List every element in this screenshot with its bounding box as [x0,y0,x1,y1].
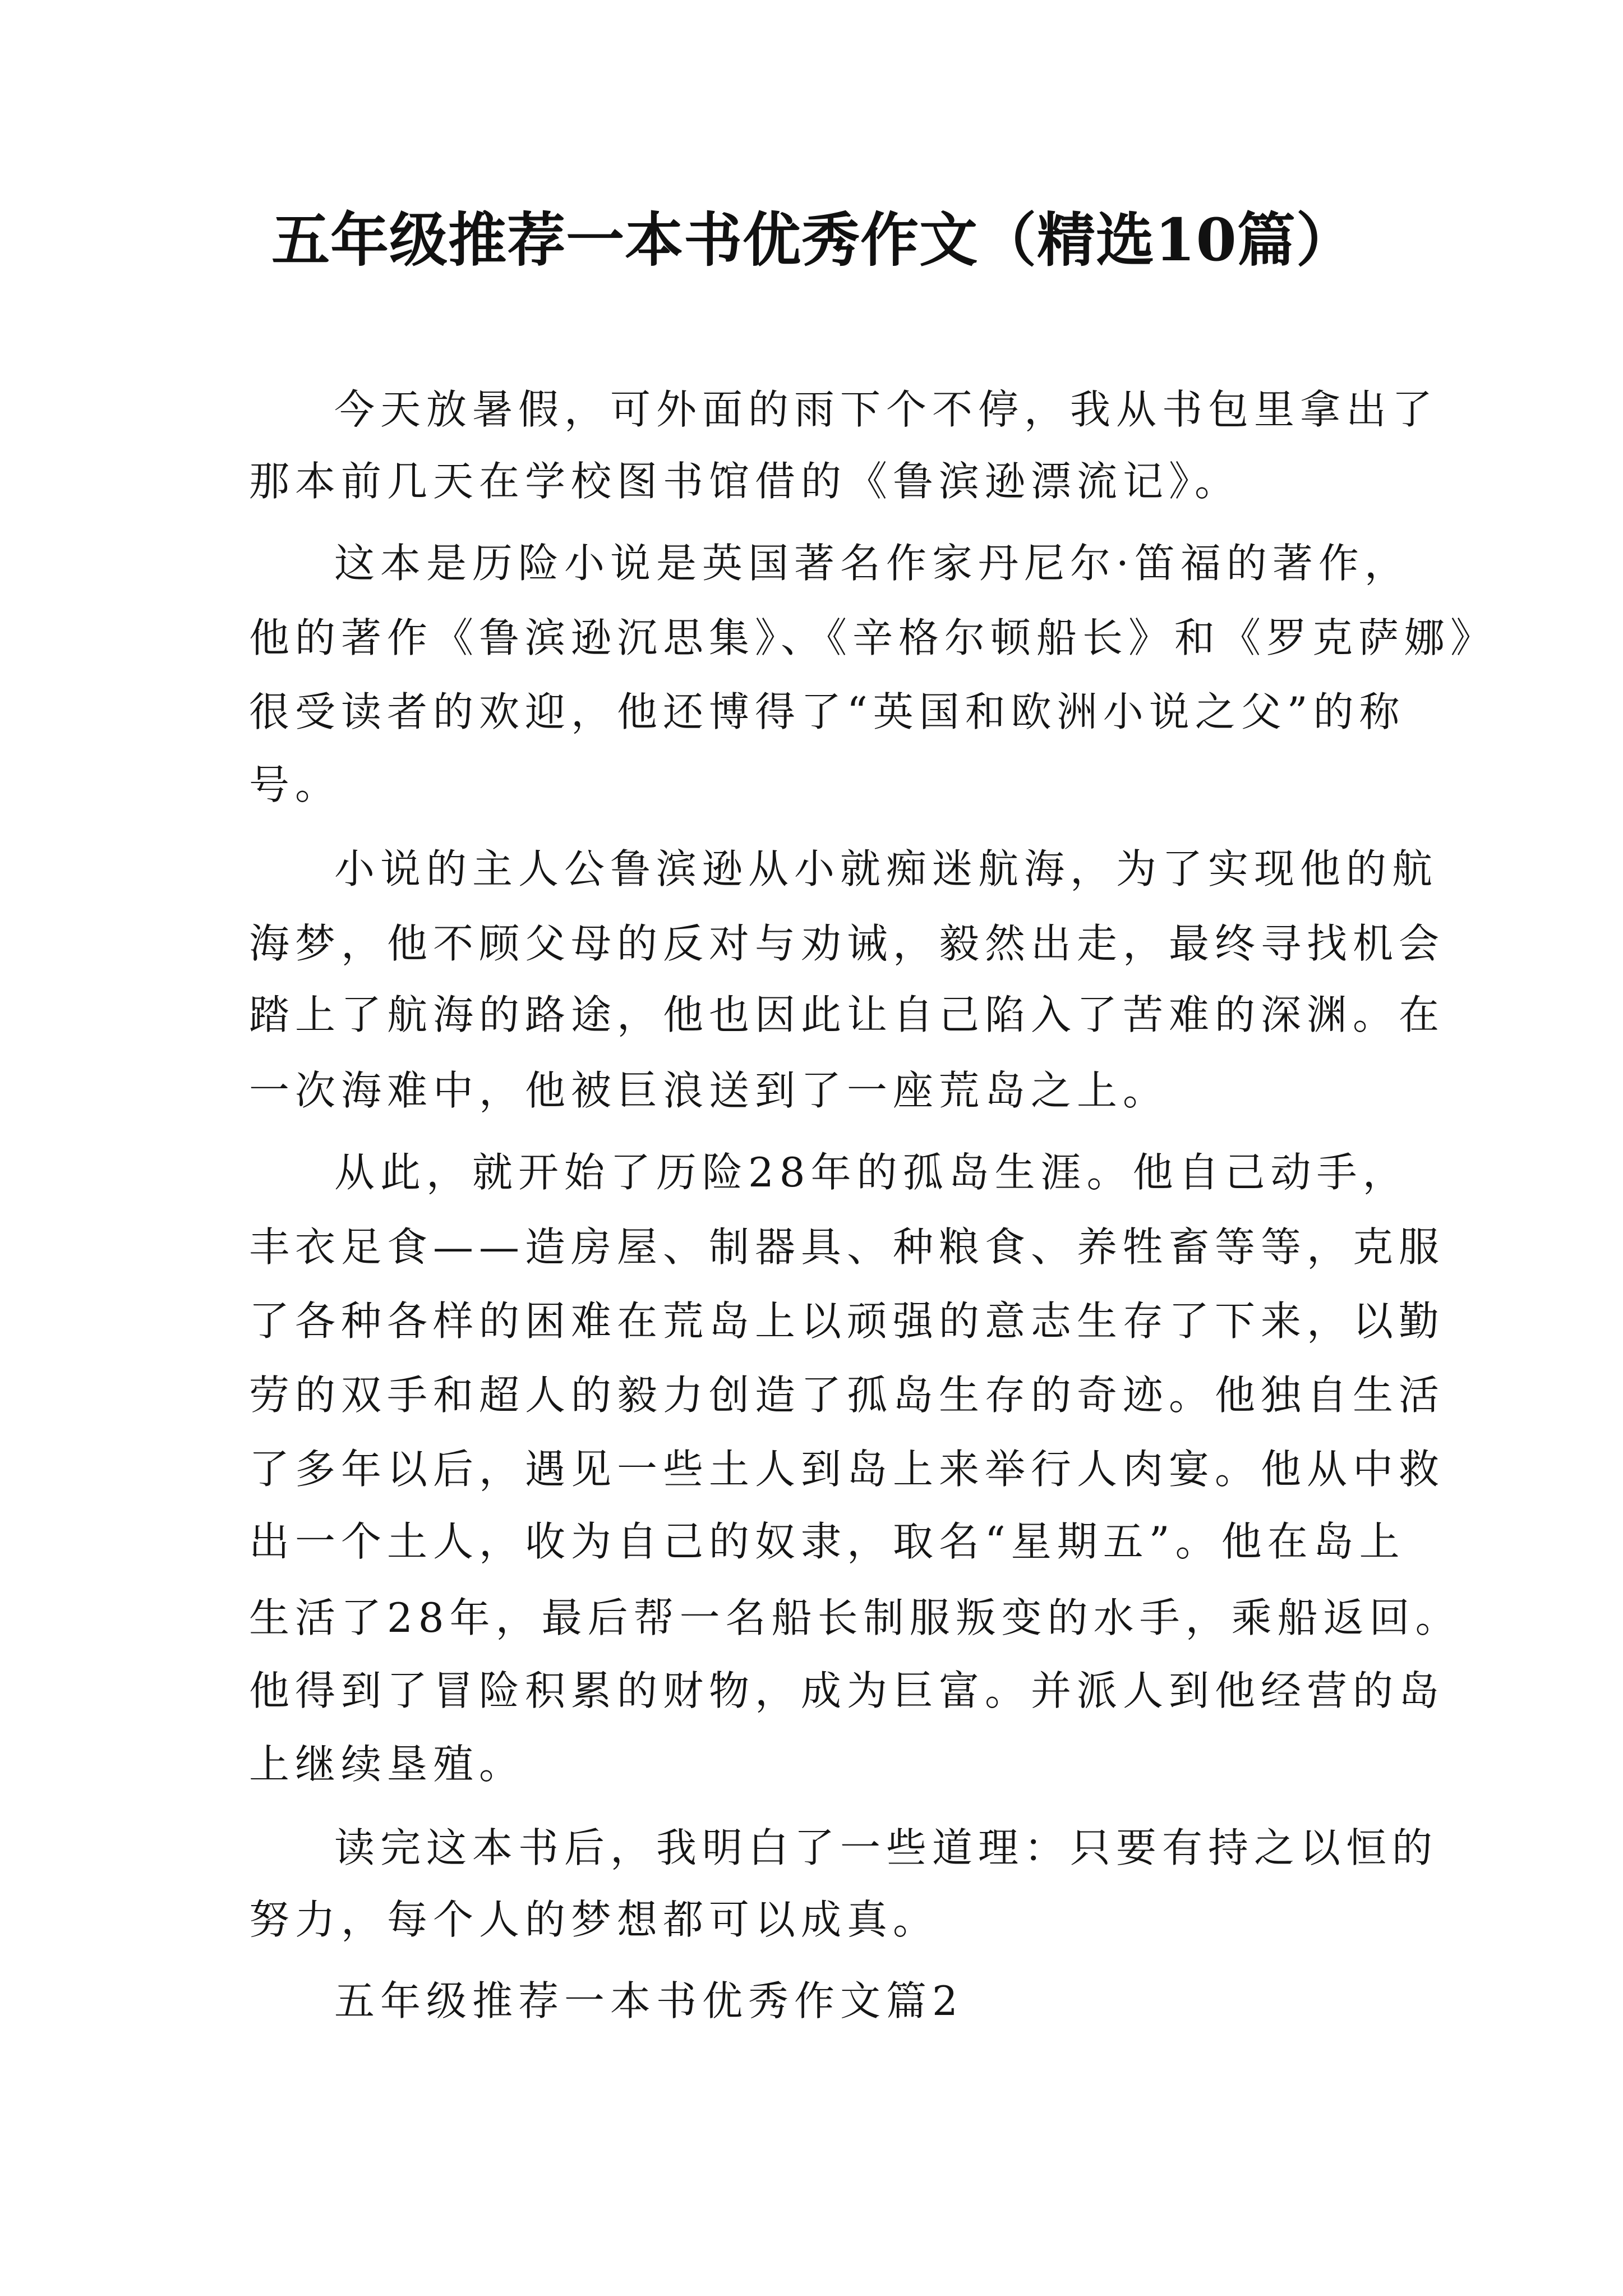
text-line: 了各种各样的困难在荒岛上以顽强的意志生存了下来，以勤 [249,1297,1445,1345]
text-line: 努力，每个人的梦想都可以成真。 [249,1896,939,1943]
text-line: 海梦，他不顾父母的反对与劝诫，毅然出走，最终寻找机会 [249,920,1445,967]
text-line: 号。 [249,761,342,808]
text-line: 今天放暑假，可外面的雨下个不停，我从书包里拿出了 [334,386,1438,433]
text-line: 很受读者的欢迎，他还博得了“英国和欧洲小说之父”的称 [249,688,1405,735]
document-title: 五年级推荐一本书优秀作文（精选10篇） [271,205,1355,274]
text-line: 了多年以后，遇见一些土人到岛上来举行人肉宴。他从中救 [249,1446,1445,1493]
text-line: 上继续垦殖。 [249,1741,525,1788]
text-line: 丰衣足食——造房屋、制器具、种粮食、养牲畜等等，克服 [249,1223,1445,1271]
section-heading: 五年级推荐一本书优秀作文篇2 [334,1977,963,2024]
text-line: 从此，就开始了历险28年的孤岛生涯。他自己动手， [334,1149,1409,1196]
text-line: 小说的主人公鲁滨逊从小就痴迷航海，为了实现他的航 [334,845,1438,892]
text-line: 出一个土人，收为自己的奴隶，取名“星期五”。他在岛上 [249,1518,1405,1565]
text-line: 那本前几天在学校图书馆借的《鲁滨逊漂流记》。 [249,458,1241,505]
text-line: 读完这本书后，我明白了一些道理：只要有持之以恒的 [334,1824,1438,1871]
text-line: 他得到了冒险积累的财物，成为巨富。并派人到他经营的岛 [249,1667,1445,1714]
text-line: 这本是历险小说是英国著名作家丹尼尔·笛福的著作， [334,540,1410,587]
text-line: 踏上了航海的路途，他也因此让自己陷入了苦难的深渊。在 [249,991,1445,1038]
text-line: 一次海难中，他被巨浪送到了一座荒岛之上。 [249,1067,1169,1114]
text-line: 他的著作《鲁滨逊沉思集》、《辛格尔顿船长》和《罗克萨娜》 [249,614,1497,661]
text-line: 劳的双手和超人的毅力创造了孤岛生存的奇迹。他独自生活 [249,1372,1445,1419]
text-line: 生活了28年，最后帮一名船长制服叛变的水手，乘船返回。 [249,1594,1461,1641]
